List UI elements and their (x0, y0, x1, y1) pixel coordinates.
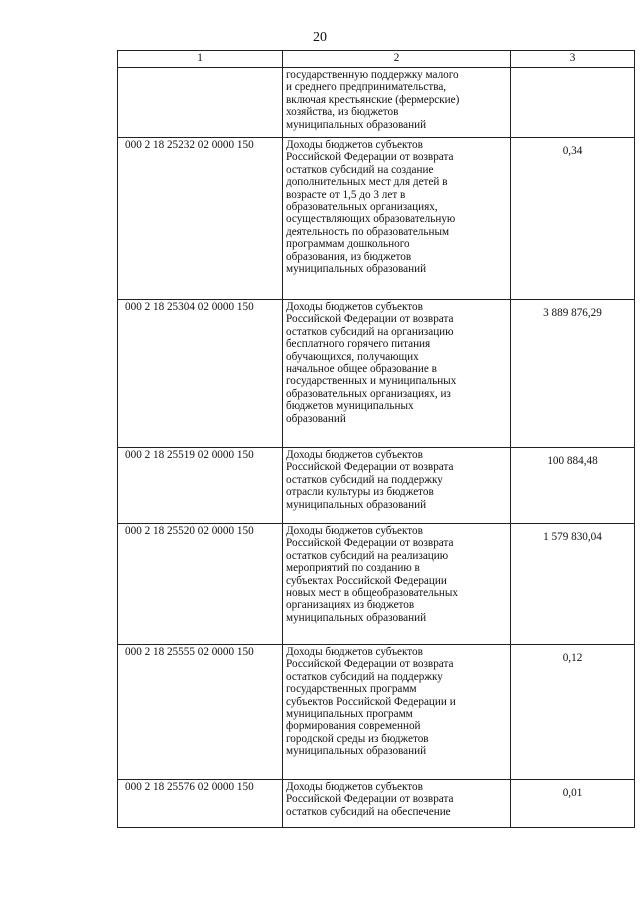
page-number: 20 (313, 30, 327, 45)
table-row (118, 524, 635, 645)
table-header-row (118, 51, 635, 68)
amount-cell: 100 884,48 (511, 448, 635, 524)
revenue-description-cell: государственную поддержку малого и среднего предпринимательства, включая крестьянские (фермерские) хозяйства, из бюджетов муниципальных образований (283, 68, 511, 138)
revenue-code-cell (118, 68, 283, 138)
amount-cell: 0,12 (511, 645, 635, 780)
revenue-code-cell: 000 2 18 25519 02 0000 150 (118, 448, 283, 524)
table-row (118, 138, 635, 300)
revenue-description-cell: Доходы бюджетов субъектов Российской Федерации от возврата остатков субсидий на организацию бесплатного горячего питания обучающихся, получающих начальное общее образование в государственных и муниципальных образовательных организациях, из бюджетов муниципальных образований (283, 300, 511, 448)
revenue-code-cell: 000 2 18 25232 02 0000 150 (118, 138, 283, 300)
column-header: 2 (283, 51, 511, 68)
revenue-description-cell: Доходы бюджетов субъектов Российской Федерации от возврата остатков субсидий на обеспечение (283, 780, 511, 828)
column-header: 1 (118, 51, 283, 68)
revenue-description-cell: Доходы бюджетов субъектов Российской Федерации от возврата остатков субсидий на создание дополнительных мест для детей в возрасте от 1,5 до 3 лет в образовательных организациях, осуществляющих образовательную деятельность по образовательным программам дошкольного образования, из бюджетов муниципальных образований (283, 138, 511, 300)
revenue-description-cell: Доходы бюджетов субъектов Российской Федерации от возврата остатков субсидий на поддержку государственных программ субъектов Российской Федерации и муниципальных программ формирования современной городской среды из бюджетов муниципальных образований (283, 645, 511, 780)
budget-table (117, 50, 635, 828)
column-header: 3 (511, 51, 635, 68)
revenue-code-cell: 000 2 18 25576 02 0000 150 (118, 780, 283, 828)
amount-cell: 3 889 876,29 (511, 300, 635, 448)
revenue-description-cell: Доходы бюджетов субъектов Российской Федерации от возврата остатков субсидий на поддержку отрасли культуры из бюджетов муниципальных образований (283, 448, 511, 524)
revenue-code-cell: 000 2 18 25555 02 0000 150 (118, 645, 283, 780)
revenue-code-cell: 000 2 18 25520 02 0000 150 (118, 524, 283, 645)
table-row (118, 300, 635, 448)
revenue-code-cell: 000 2 18 25304 02 0000 150 (118, 300, 283, 448)
table-row (118, 780, 635, 828)
table-row (118, 645, 635, 780)
amount-cell: 0,34 (511, 138, 635, 300)
table-row (118, 68, 635, 138)
amount-cell: 1 579 830,04 (511, 524, 635, 645)
amount-cell: 0,01 (511, 780, 635, 828)
amount-cell (511, 68, 635, 138)
table-row (118, 448, 635, 524)
revenue-description-cell: Доходы бюджетов субъектов Российской Федерации от возврата остатков субсидий на реализацию мероприятий по созданию в субъектах Российской Федерации новых мест в общеобразовательных организациях из бюджетов муниципальных образований (283, 524, 511, 645)
